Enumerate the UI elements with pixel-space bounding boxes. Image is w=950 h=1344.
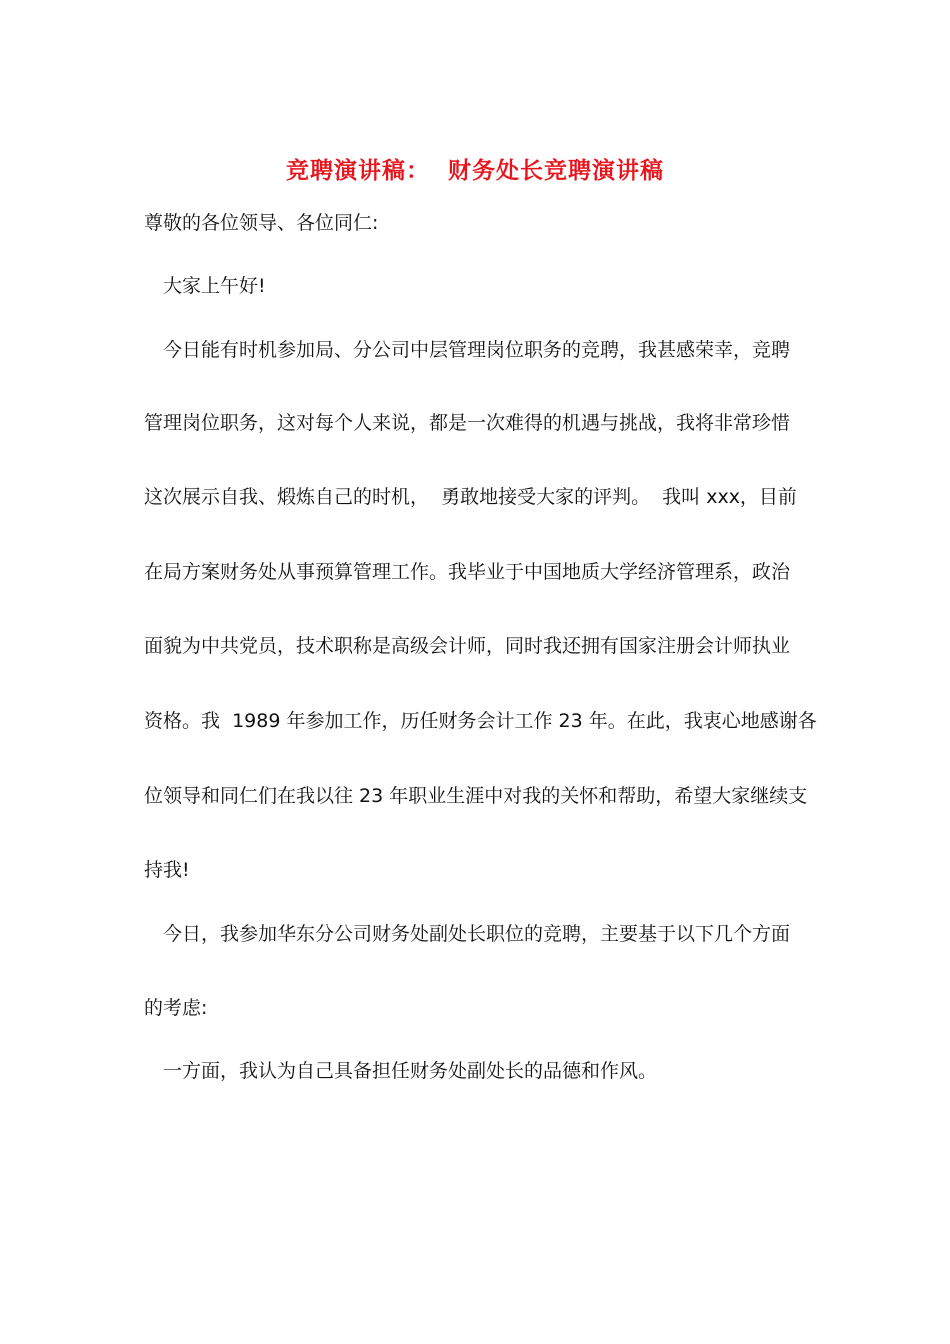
paragraph-line: 今日，我参加华东分公司财务处副处长职位的竞聘，主要基于以下几个方面 bbox=[163, 923, 791, 945]
document-title: 竞聘演讲稿： 财务处长竞聘演讲稿 bbox=[285, 158, 664, 184]
paragraph-line: 管理岗位职务，这对每个人来说，都是一次难得的机遇与挑战，我将非常珍惜 bbox=[144, 412, 791, 434]
salutation: 尊敬的各位领导、各位同仁: bbox=[144, 212, 379, 234]
paragraph-line: 持我! bbox=[144, 859, 190, 881]
paragraph-line: 位领导和同仁们在我以往 23 年职业生涯中对我的关怀和帮助，希望大家继续支 bbox=[144, 785, 808, 807]
paragraph-line: 今日能有时机参加局、分公司中层管理岗位职务的竞聘，我甚感荣幸，竞聘 bbox=[163, 339, 791, 361]
greeting: 大家上午好! bbox=[163, 275, 266, 297]
paragraph-line: 这次展示自我、煅炼自己的时机， 勇敢地接受大家的评判。 我叫 xxx，目前 bbox=[144, 486, 797, 508]
paragraph-line: 资格。我 1989 年参加工作，历任财务会计工作 23 年。在此，我衷心地感谢各 bbox=[144, 710, 817, 732]
paragraph-line: 面貌为中共党员，技术职称是高级会计师，同时我还拥有国家注册会计师执业 bbox=[144, 635, 791, 657]
paragraph-line: 的考虑: bbox=[144, 997, 208, 1019]
paragraph-line: 在局方案财务处从事预算管理工作。我毕业于中国地质大学经济管理系，政治 bbox=[144, 561, 791, 583]
paragraph-line: 一方面，我认为自己具备担任财务处副处长的品德和作风。 bbox=[163, 1060, 658, 1082]
